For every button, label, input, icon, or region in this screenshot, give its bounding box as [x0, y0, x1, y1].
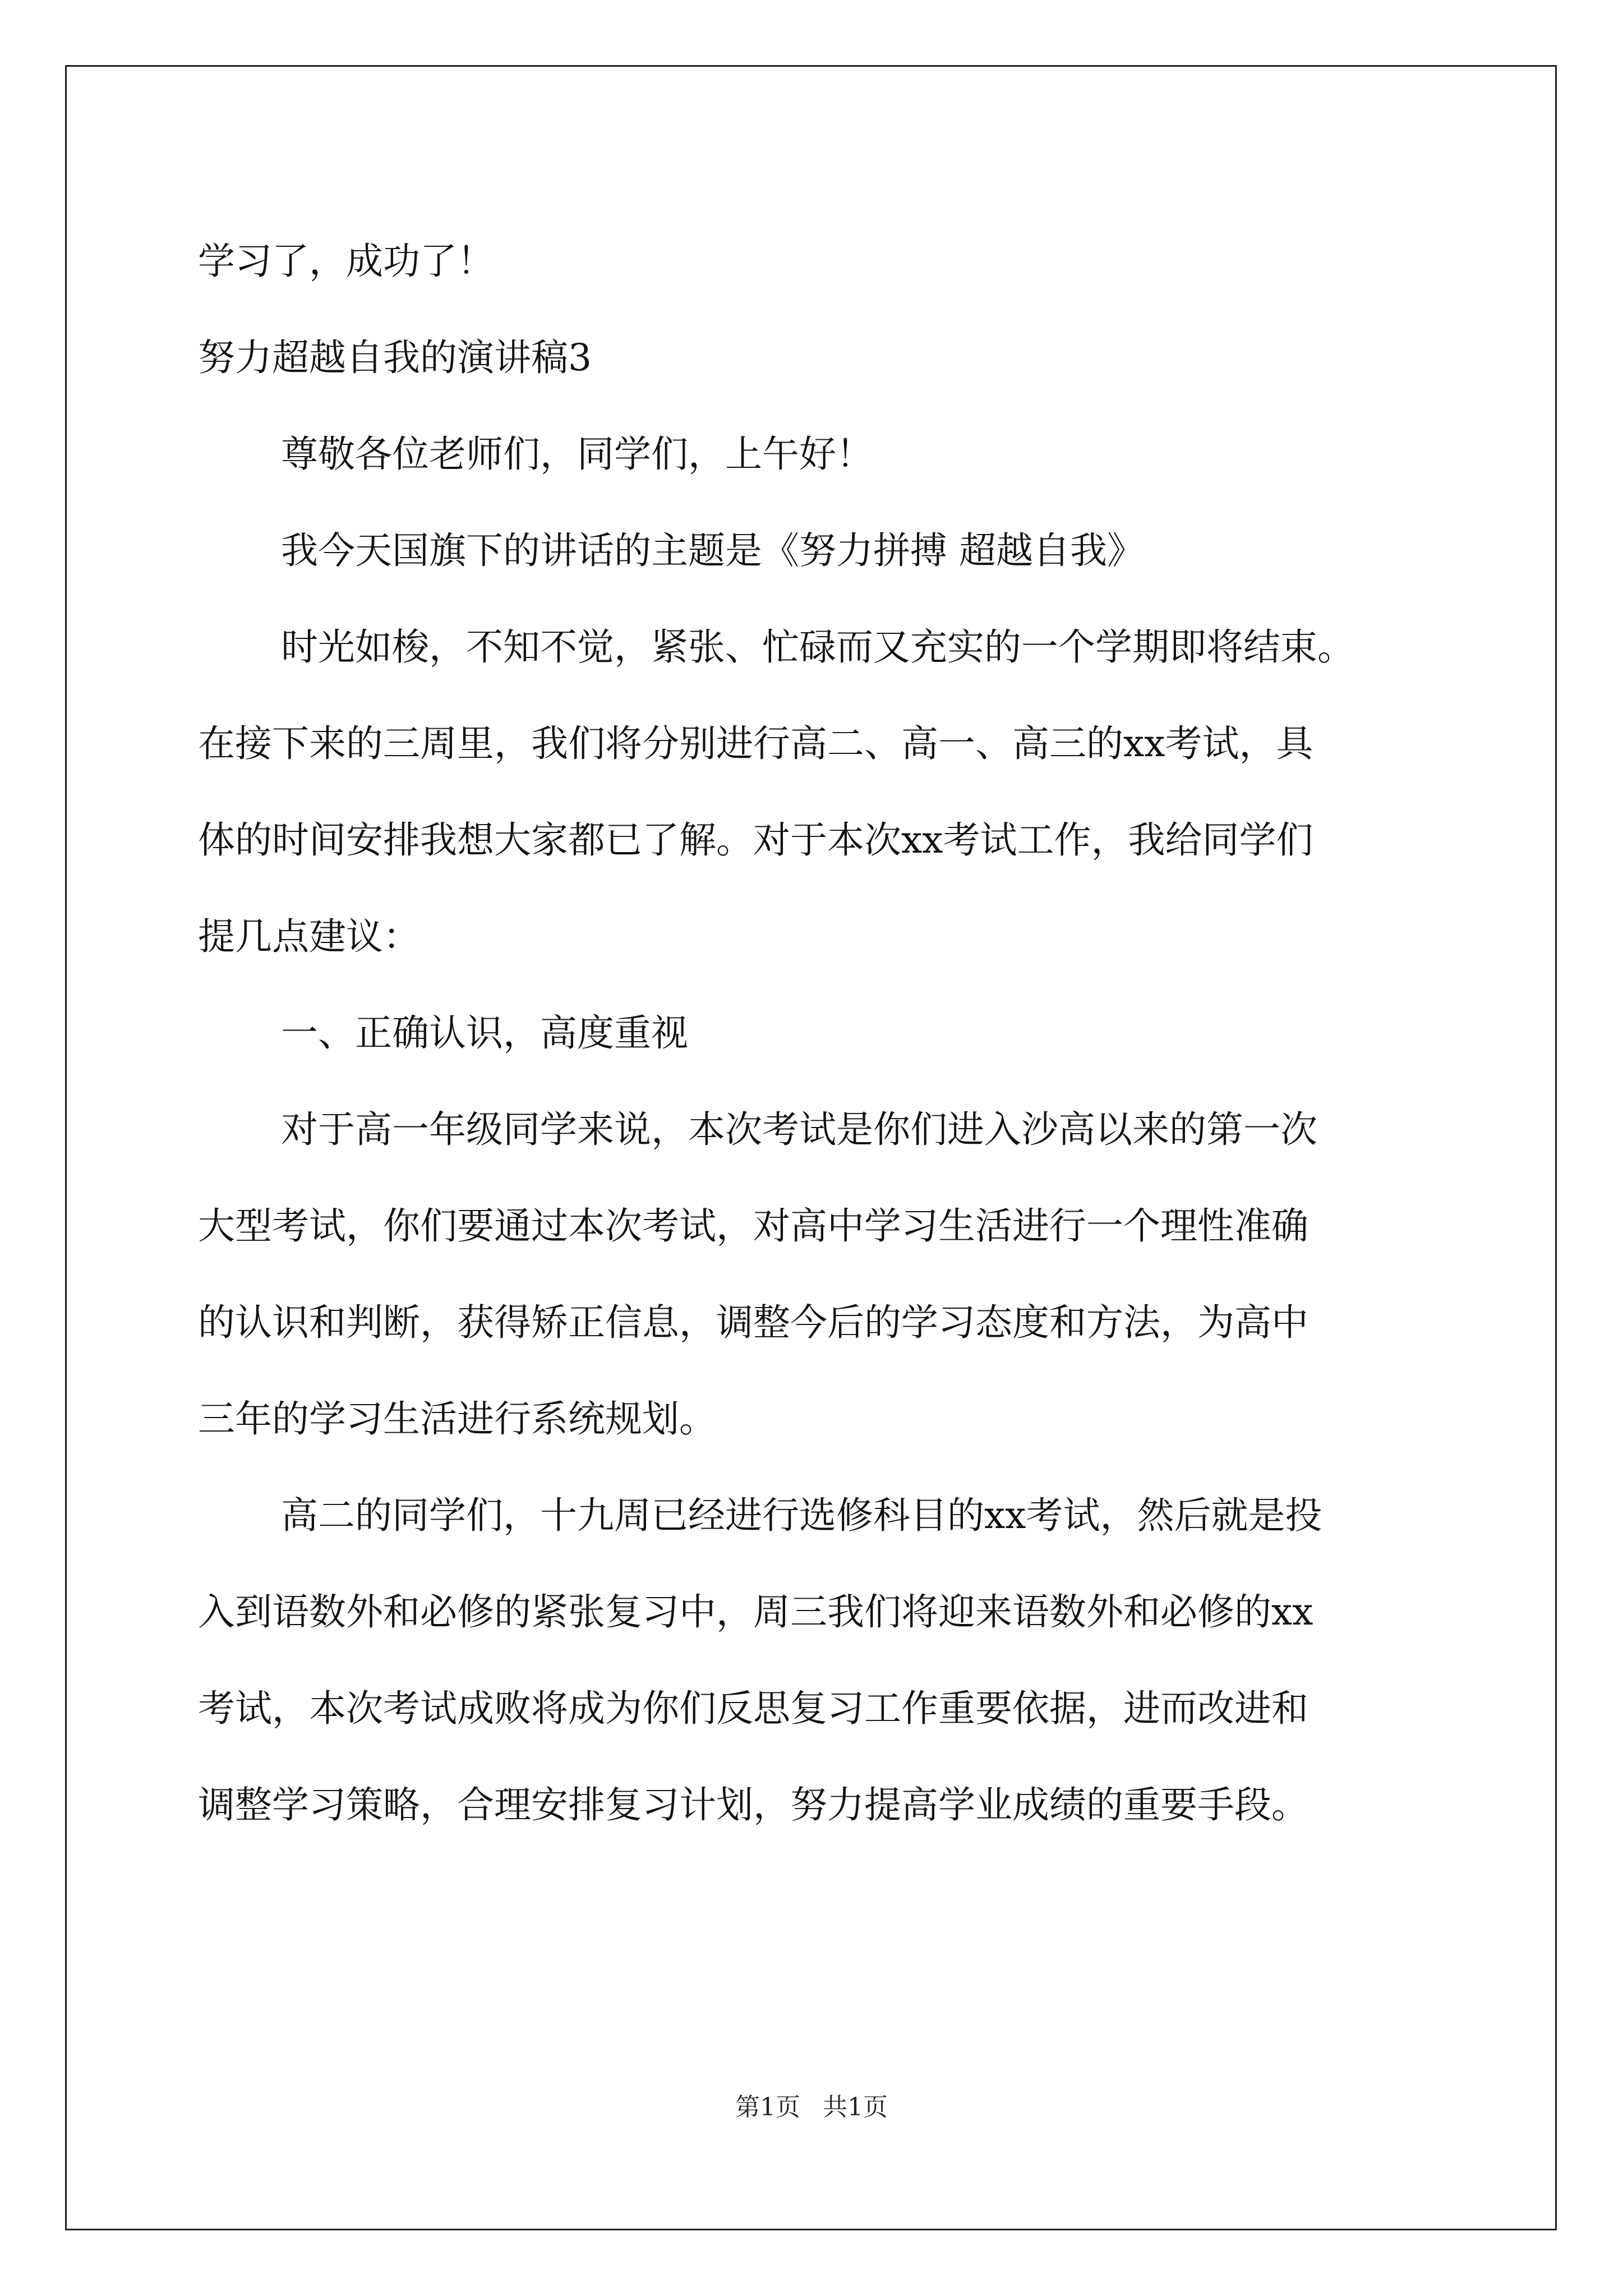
paragraph-line: 考试，本次考试成败将成为你们反思复习工作重要依据，进而改进和	[198, 1687, 1308, 1730]
section-title: 努力超越自我的演讲稿3	[198, 336, 592, 379]
paragraph-line: 入到语数外和必修的紧张复习中，周三我们将迎来语数外和必修的xx	[198, 1590, 1313, 1634]
paragraph-line: 的认识和判断，获得矫正信息，调整今后的学习态度和方法，为高中	[198, 1301, 1308, 1344]
page-footer	[0, 2087, 1623, 2123]
paragraph-line: 调整学习策略，合理安排复习计划，努力提高学业成绩的重要手段。	[198, 1783, 1308, 1826]
page-total: 共1页	[823, 2093, 888, 2122]
paragraph-line: 大型考试，你们要通过本次考试，对高中学习生活进行一个理性准确	[198, 1204, 1308, 1248]
text-line-1: 学习了，成功了！	[198, 240, 494, 283]
paragraph-line: 在接下来的三周里，我们将分别进行高二、高一、高三的xx考试，具	[198, 722, 1313, 765]
paragraph-line: 高二的同学们，十九周已经进行选修科目的xx考试，然后就是投	[281, 1494, 1322, 1537]
greeting-line: 尊敬各位老师们，同学们，上午好！	[281, 432, 873, 476]
paragraph-line: 时光如梭，不知不觉，紧张、忙碌而又充实的一个学期即将结束。	[281, 625, 1354, 669]
topic-line: 我今天国旗下的讲话的主题是《努力拼搏 超越自我》	[281, 529, 1144, 572]
paragraph-line: 体的时间安排我想大家都已了解。对于本次xx考试工作，我给同学们	[198, 818, 1313, 862]
paragraph-line: 提几点建议：	[198, 915, 420, 958]
document-body	[198, 213, 1432, 1853]
paragraph-line: 对于高一年级同学来说，本次考试是你们进入沙高以来的第一次	[281, 1108, 1317, 1151]
paragraph-line: 三年的学习生活进行系统规划。	[198, 1397, 716, 1441]
page-number: 第1页	[735, 2093, 800, 2122]
subheading-line: 一、正确认识，高度重视	[281, 1011, 688, 1055]
